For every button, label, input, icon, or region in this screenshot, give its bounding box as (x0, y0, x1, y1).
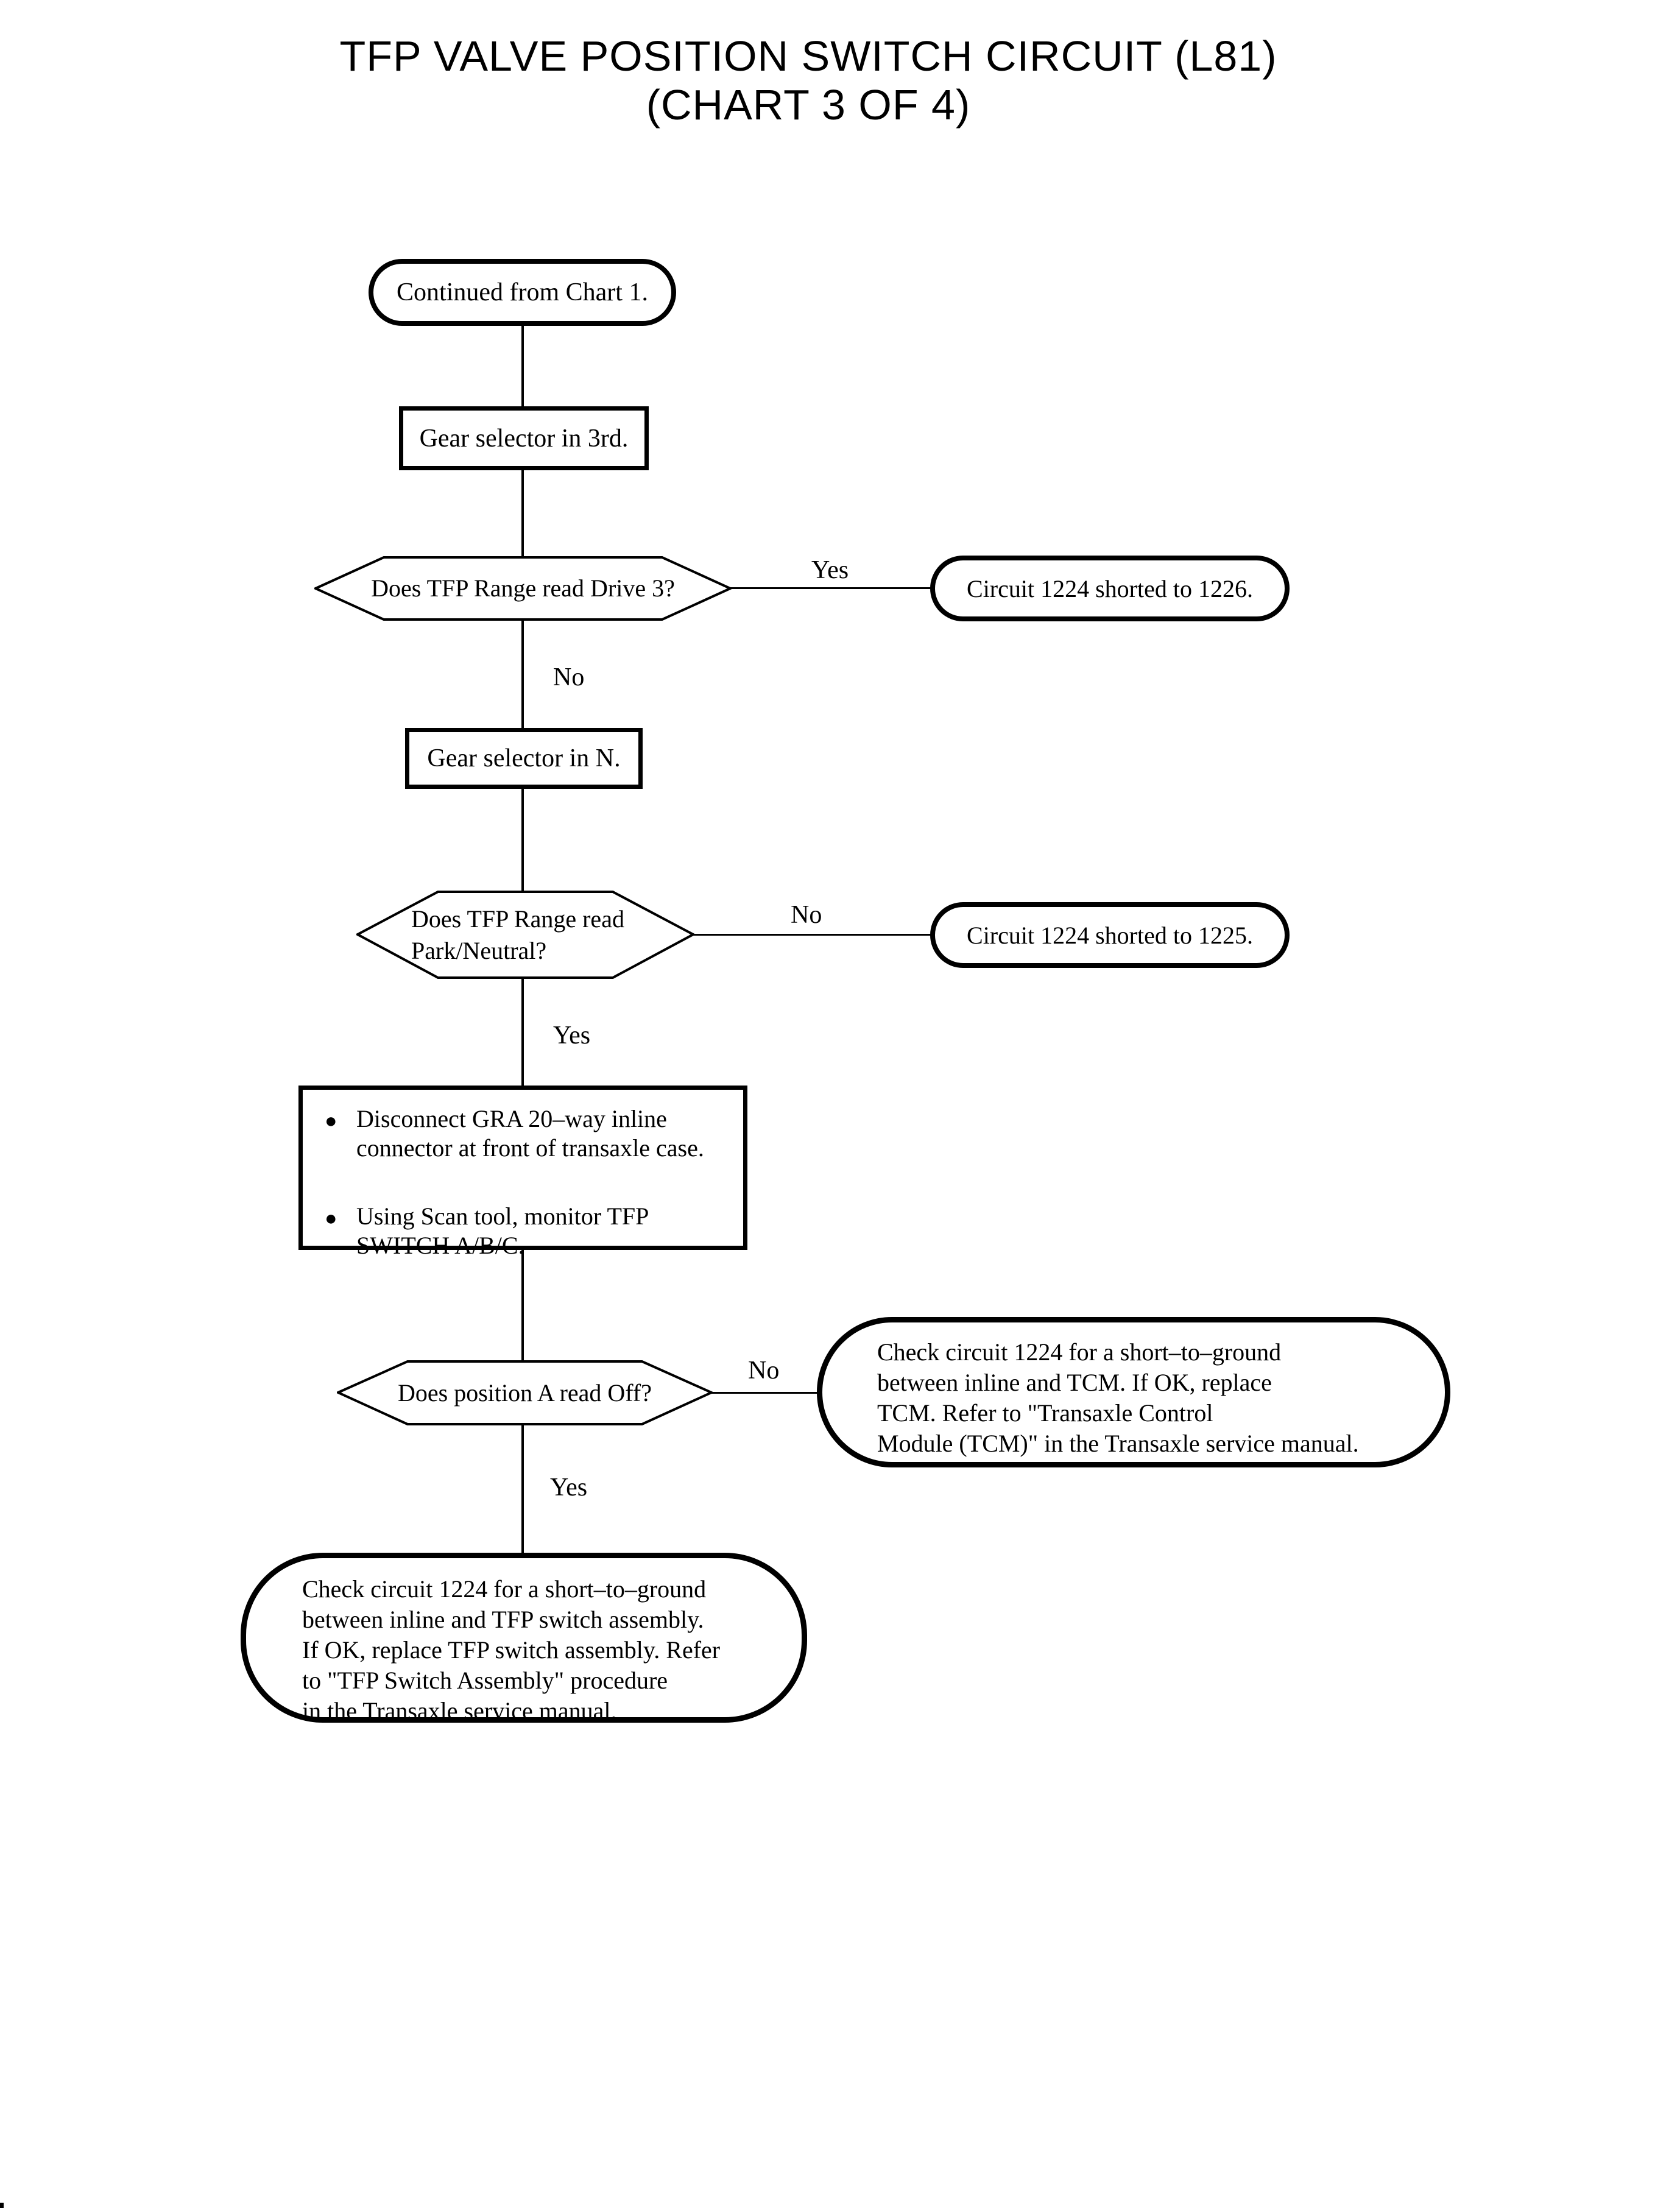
node-result-tfp-switch-line3: If OK, replace TFP switch assembly. Refer (302, 1636, 721, 1664)
edge-label-parkneutral-no: No (791, 901, 822, 929)
edge-label-drive3-yes: Yes (811, 556, 849, 584)
node-result-tfp-switch-line2: between inline and TFP switch assembly. (302, 1606, 704, 1633)
action-item-scan-tool-line2: SWITCH A/B/C. (356, 1232, 524, 1259)
node-result-tcm-text (877, 1337, 1359, 1459)
node-decision-parkneutral-line2: Park/Neutral? (411, 936, 547, 964)
bullet-icon: ● (325, 1207, 337, 1230)
node-step-gear-n-label: Gear selector in N. (427, 744, 621, 772)
node-step-gear-3rd (399, 406, 649, 470)
page-title (0, 32, 1617, 129)
connector-parkneutral-to-actions (521, 978, 524, 1087)
page-artifact-mark (0, 2203, 4, 2208)
connector-drive3-yes-branch (730, 587, 932, 589)
node-decision-position-a (337, 1360, 713, 1425)
action-item-disconnect-line1: Disconnect GRA 20–way inline (356, 1105, 667, 1132)
node-result-tfp-switch-line5: in the Transaxle service manual. (302, 1697, 617, 1725)
node-result-tfp-switch-line4: to "TFP Switch Assembly" procedure (302, 1667, 668, 1694)
node-decision-position-a-label: Does position A read Off? (398, 1379, 652, 1407)
node-result-tcm-line4: Module (TCM)" in the Transaxle service manual. (877, 1430, 1359, 1457)
node-decision-parkneutral (356, 891, 694, 979)
connector-drive3-to-gearn (521, 620, 524, 729)
node-result-tcm-line1: Check circuit 1224 for a short–to–ground (877, 1338, 1282, 1366)
connector-start-to-gear3rd (521, 323, 524, 409)
node-step-gear-n (405, 728, 643, 789)
node-result-tcm-line2: between inline and TCM. If OK, replace (877, 1369, 1272, 1396)
node-start-terminator (369, 259, 676, 326)
node-result-tcm-line3: TCM. Refer to "Transaxle Control (877, 1399, 1213, 1427)
page-title-line1: TFP VALVE POSITION SWITCH CIRCUIT (L81) (339, 32, 1277, 80)
node-step-gear-3rd-label: Gear selector in 3rd. (419, 424, 629, 453)
edge-label-positiona-no: No (748, 1357, 780, 1385)
node-decision-drive3-label: Does TFP Range read Drive 3? (371, 574, 675, 602)
node-result-tcm (817, 1317, 1450, 1467)
node-result-1226 (930, 556, 1290, 621)
connector-positiona-no-branch (711, 1392, 821, 1394)
action-item-disconnect (325, 1104, 704, 1163)
edge-label-positiona-yes: Yes (550, 1474, 588, 1502)
node-decision-parkneutral-label (356, 891, 694, 979)
node-result-tfp-switch-line1: Check circuit 1224 for a short–to–ground (302, 1575, 707, 1603)
connector-gear3rd-to-drive3 (521, 468, 524, 557)
connector-parkneutral-no-branch (693, 934, 932, 936)
node-result-1225 (930, 902, 1290, 968)
node-result-tfp-switch (241, 1553, 807, 1723)
page-title-line2: (CHART 3 OF 4) (646, 81, 971, 129)
node-decision-drive3 (314, 556, 732, 621)
node-actions-box (298, 1086, 747, 1259)
action-item-scan-tool (325, 1202, 649, 1260)
connector-gearn-to-parkneutral (521, 787, 524, 892)
action-item-scan-tool-line1: Using Scan tool, monitor TFP (356, 1202, 649, 1230)
node-result-tfp-switch-text (302, 1574, 720, 1726)
connector-actions-to-positiona (521, 1248, 524, 1361)
node-result-1226-label: Circuit 1224 shorted to 1226. (967, 574, 1253, 602)
node-start-label: Continued from Chart 1. (397, 278, 648, 306)
node-decision-parkneutral-line1: Does TFP Range read (411, 905, 624, 933)
bullet-icon: ● (325, 1110, 337, 1132)
action-item-disconnect-line2: connector at front of transaxle case. (356, 1134, 704, 1162)
edge-label-parkneutral-yes: Yes (553, 1022, 591, 1050)
connector-positiona-to-result (521, 1424, 524, 1555)
edge-label-drive3-no: No (553, 663, 585, 691)
node-result-1225-label: Circuit 1224 shorted to 1225. (967, 921, 1253, 949)
